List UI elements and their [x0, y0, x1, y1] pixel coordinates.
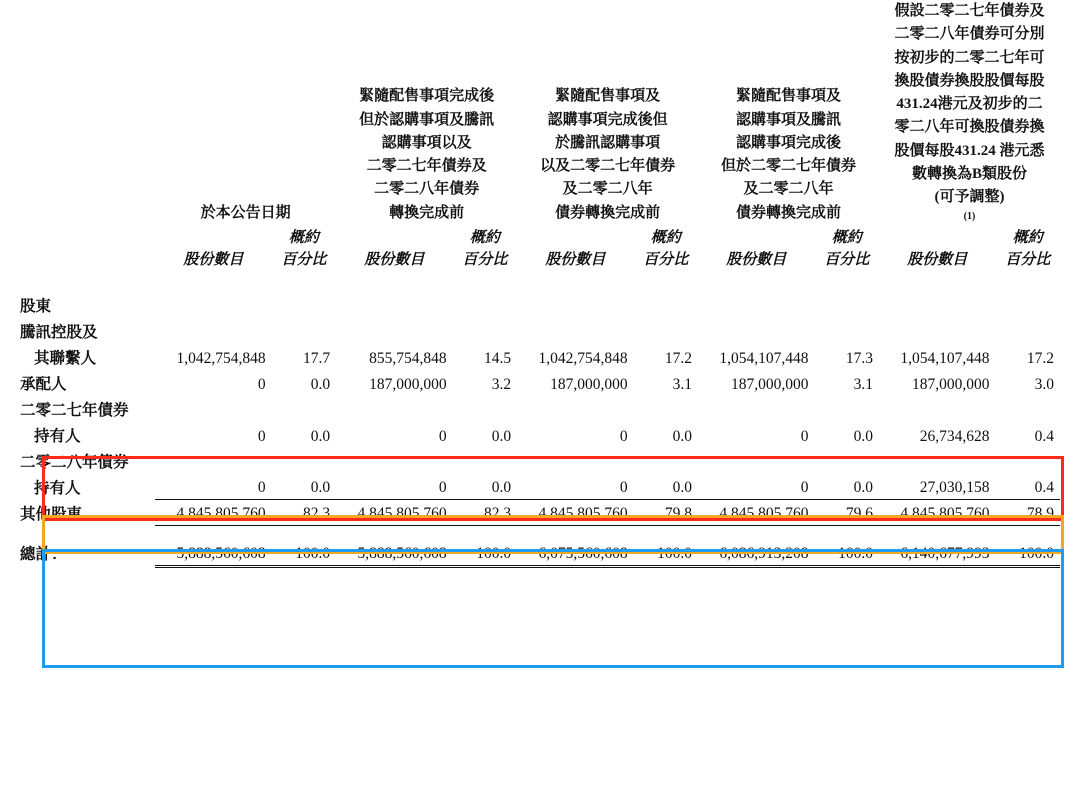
table-row	[20, 500, 1060, 526]
cell-value: 0	[336, 474, 452, 500]
header-line: 二零二八年債券可分別	[894, 26, 1045, 43]
header-line: 認購事項及騰訊	[736, 111, 842, 128]
header-line: 於本公告日期	[200, 204, 291, 221]
table-row	[20, 370, 1060, 396]
cell-value: 0	[800, 427, 809, 445]
cell-value: 0.0	[272, 474, 336, 500]
header-line: 二零二七年債券及	[366, 158, 487, 174]
subheader-text: 百分比	[824, 252, 870, 269]
cell-value: 0.0	[853, 427, 873, 445]
cell-value: 17.3	[845, 349, 873, 367]
total-value: 6,086,913,208	[698, 540, 814, 566]
header-line: 二零二八年債券	[374, 181, 480, 198]
header-line: 認購事項完成後	[736, 134, 842, 151]
subheader-text: 概約	[288, 229, 319, 246]
header-line: 但於二零二七年債券	[721, 158, 857, 174]
table-header-row	[20, 0, 1060, 227]
subheader-text: 股份數目	[907, 252, 968, 269]
cell-value: 4,845,805,760	[698, 500, 814, 526]
header-line: 債券轉換完成前	[555, 204, 661, 221]
header-line: 按初步的二零二七年可	[894, 49, 1045, 66]
cell-value: 1,054,107,448	[900, 349, 990, 367]
table-row	[20, 344, 1060, 370]
table-subheader-row	[20, 227, 1060, 278]
total-value: 100.0	[453, 540, 517, 566]
header-line: 431.24港元及初步的二	[896, 96, 1043, 112]
subheader-text: 股份數目	[364, 252, 425, 269]
header-line: 但於認購事項及騰訊	[359, 111, 495, 128]
cell-value: 187,000,000	[911, 375, 990, 393]
cell-value: 4,845,805,760	[517, 500, 633, 526]
cell-value: 14.5	[483, 349, 512, 367]
shareholding-table	[20, 0, 1060, 568]
cell-value: 1,042,754,848	[538, 349, 628, 367]
row-label-line1: 騰訊控股及	[20, 323, 98, 341]
table-row	[20, 448, 1060, 474]
cell-value: 82.3	[272, 500, 336, 526]
cell-value: 0.4	[1034, 427, 1054, 445]
cell-value: 4,845,805,760	[879, 500, 995, 526]
cell-value: 0	[698, 474, 814, 500]
cell-value: 0	[257, 375, 266, 393]
footnote-marker: (1)	[963, 211, 976, 223]
column-header-placing-subscription-tencent	[698, 0, 879, 227]
section-title-row	[20, 292, 1060, 318]
cell-value: 4,845,805,760	[155, 500, 271, 526]
header-line: 於騰訊認購事項	[555, 134, 661, 151]
subheader-text: 概約	[831, 229, 862, 246]
row-label-bond2028-holder: 持有人	[34, 479, 81, 497]
subheader-shares-3	[698, 227, 814, 278]
cell-value: 17.2	[1026, 349, 1054, 367]
subheader-shares-2	[517, 227, 633, 278]
cell-value: 0	[619, 427, 628, 445]
cell-value: 3.0	[1034, 375, 1054, 393]
cell-value: 0.0	[815, 474, 879, 500]
column-header-after-placing-before-conv	[336, 0, 517, 227]
row-label-line1: 二零二七年債券	[20, 401, 129, 419]
header-corner-blank	[20, 0, 155, 227]
header-line: 轉換完成前	[389, 204, 465, 221]
table-row	[20, 396, 1060, 422]
total-value: 100.0	[995, 540, 1060, 566]
total-label: 總計：	[20, 546, 67, 564]
header-line: 緊隨配售事項及	[736, 88, 842, 105]
column-header-date	[155, 0, 336, 227]
subheader-text: 百分比	[462, 252, 508, 269]
cell-value: 0.0	[453, 474, 517, 500]
cell-value: 187,000,000	[731, 375, 809, 393]
table-row	[20, 422, 1060, 448]
header-line: 假設二零二七年債券及	[894, 3, 1045, 19]
header-line: 股價每股431.24 港元悉	[894, 142, 1045, 159]
subheader-shares-1	[336, 227, 452, 278]
row-label-other-shareholders: 其他股東	[20, 505, 83, 523]
header-line: 數轉換為B類股份	[911, 165, 1027, 182]
header-line: 換股債券換股股價每股	[894, 72, 1045, 89]
cell-value: 82.3	[453, 500, 517, 526]
row-label-line1: 二零二八年債券	[20, 453, 129, 471]
cell-value: 1,042,754,848	[176, 349, 266, 367]
cell-value: 79.8	[634, 500, 698, 526]
cell-value: 79.6	[815, 500, 879, 526]
total-value: 6,140,677,993	[879, 540, 995, 566]
cell-value: 17.7	[303, 349, 331, 367]
subheader-percent-1	[453, 227, 517, 278]
cell-value: 0.4	[995, 474, 1060, 500]
column-header-placing-and-subscription	[517, 0, 698, 227]
cell-value: 0	[517, 474, 633, 500]
subheader-text: 百分比	[1005, 252, 1051, 269]
subheader-text: 股份數目	[183, 252, 244, 269]
total-value: 100.0	[272, 540, 336, 566]
total-value: 100.0	[634, 540, 698, 566]
header-line: 緊隨配售事項完成後	[359, 88, 495, 105]
subheader-text: 股份數目	[726, 252, 787, 269]
subheader-percent-4	[995, 227, 1060, 278]
cell-value: 187,000,000	[550, 375, 628, 393]
header-line: 及二零二八年	[743, 181, 834, 198]
cell-value: 78.9	[995, 500, 1060, 526]
cell-value: 855,754,848	[369, 349, 447, 367]
subheader-percent-2	[634, 227, 698, 278]
subheader-text: 股份數目	[545, 252, 606, 269]
row-label-bond2027-holder: 持有人	[34, 427, 81, 445]
header-line-text: (可予調整)	[934, 189, 1005, 205]
cell-value: 0.0	[634, 474, 698, 500]
table-row	[20, 318, 1060, 344]
cell-value: 0	[257, 427, 266, 445]
header-line: 以及二零二七年債券	[540, 158, 676, 174]
header-line: 緊隨配售事項及	[555, 88, 661, 105]
header-line: 認購事項以及	[381, 134, 472, 151]
subheader-text: 概約	[1012, 229, 1043, 246]
cell-value: 0.0	[310, 375, 331, 393]
cell-value: 0.0	[491, 427, 512, 445]
cell-value: 17.2	[664, 349, 693, 367]
column-header-assumed-full-conversion	[879, 0, 1060, 227]
header-line-last	[879, 186, 1060, 225]
cell-value: 3.2	[491, 375, 512, 393]
header-line: 及二零二八年	[562, 181, 653, 198]
total-value: 100.0	[815, 540, 879, 566]
subheader-blank	[20, 227, 155, 278]
subheader-shares-4	[879, 227, 995, 278]
subheader-text: 百分比	[643, 252, 689, 269]
subheader-text: 百分比	[281, 252, 327, 269]
cell-value: 0.0	[310, 427, 331, 445]
header-line: 認購事項完成後但	[547, 111, 668, 128]
cell-value: 3.1	[853, 375, 873, 393]
cell-value: 27,030,158	[879, 474, 995, 500]
section-title: 股東	[20, 297, 52, 315]
table-row	[20, 474, 1060, 500]
total-value: 5,888,560,608	[336, 540, 452, 566]
subheader-shares-0	[155, 227, 271, 278]
cell-value: 3.1	[672, 375, 693, 393]
header-line: 債券轉換完成前	[736, 204, 842, 221]
subheader-text: 概約	[650, 229, 681, 246]
header-line: 零二八年可換股債券換	[894, 119, 1045, 136]
cell-value: 26,734,628	[919, 427, 990, 445]
total-value: 5,888,560,608	[155, 540, 271, 566]
cell-value: 1,054,107,448	[719, 349, 809, 367]
total-value: 6,075,560,608	[517, 540, 633, 566]
subheader-text: 概約	[469, 229, 500, 246]
row-label-tencent: 其聯繫人	[34, 349, 97, 367]
cell-value: 4,845,805,760	[336, 500, 452, 526]
cell-value: 0	[438, 427, 447, 445]
cell-value: 0	[155, 474, 271, 500]
row-label-placee: 承配人	[20, 375, 67, 393]
total-gap	[20, 526, 1060, 541]
subheader-percent-3	[815, 227, 879, 278]
cell-value: 0.0	[672, 427, 693, 445]
cell-value: 187,000,000	[369, 375, 447, 393]
table-total-row	[20, 540, 1060, 566]
subheader-percent-0	[272, 227, 336, 278]
header-body-gap	[20, 278, 1060, 292]
